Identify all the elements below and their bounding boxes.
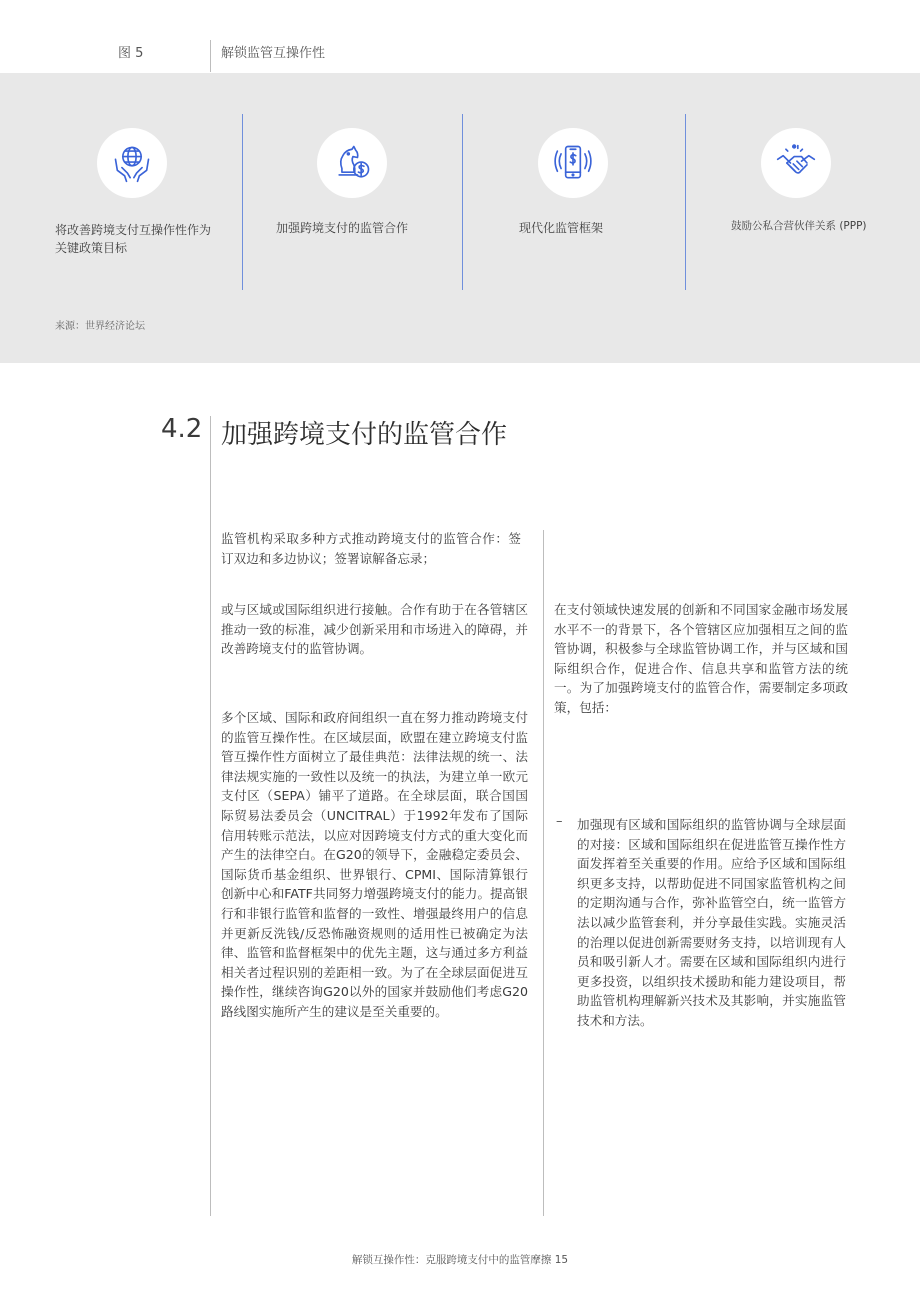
section-title: 加强跨境支付的监管合作: [221, 420, 508, 450]
column-divider: [462, 114, 463, 290]
column-divider: [685, 114, 686, 290]
section-divider: [210, 416, 211, 536]
body-paragraph: 在支付领域快速发展的创新和不同国家金融市场发展水平不一的背景下，各个管辖区应加强相互之间的监管协调，积极参与全球监管协调工作，并与区域和国际组织合作，促进合作、信息共享和监管方法的统一。为了加强跨境支付的监管合作，需要制定多项政策，包括：: [554, 602, 848, 715]
smartphone-dollar-icon: [538, 128, 608, 198]
column-label: 现代化监管框架: [519, 221, 604, 235]
figure-panel: [0, 73, 920, 363]
column-label: 鼓励公私合营伙伴关系 (PPP): [731, 220, 867, 232]
figure-source: 来源：世界经济论坛: [55, 321, 145, 332]
globe-hands-icon: [97, 128, 167, 198]
figure-title: 解锁监管互操作性: [221, 46, 326, 61]
handshake-icon: [761, 128, 831, 198]
bullet-item: 加强现有区域和国际组织的监管协调与全球层面的对接：区域和国际组织在促进监管互操作性方面发挥着至关重要的作用。应给予区域和国际组织更多支持，以帮助促进不同国家监管机构之间的定期沟通与合作，弥补监管空白，统一监管方法以减少监管套利，并分享最佳实践。实施灵活的治理以促进创新需要财务支持，以培训现有人员和吸引新人才。需要在区域和国际组织内进行更多投资，以组织技术援助和能力建设项目，帮助监管机构理解新兴技术及其影响，并实施监管技术和方法。: [577, 817, 846, 1028]
column-rule: [210, 530, 211, 1216]
section-number: 4.2: [161, 414, 203, 444]
column-rule: [543, 530, 544, 1216]
chess-knight-dollar-icon: [317, 128, 387, 198]
column-label: 将改善跨境支付互操作性作为关键政策目标: [55, 223, 212, 255]
body-paragraph: 监管机构采取多种方式推动跨境支付的监管合作：签订双边和多边协议；签署谅解备忘录；: [221, 531, 521, 566]
page-footer: 解锁互操作性：克服跨境支付中的监管摩擦 15: [351, 1254, 569, 1266]
column-divider: [242, 114, 243, 290]
figure-header-divider: [210, 40, 211, 72]
figure-label: 图 5: [118, 46, 144, 61]
body-paragraph: 或与区域或国际组织进行接触。合作有助于在各管辖区推动一致的标准，减少创新采用和市场进入的障碍，并改善跨境支付的监管协调。: [221, 602, 528, 657]
bullet-marker: –: [556, 814, 563, 829]
column-label: 加强跨境支付的监管合作: [276, 221, 409, 235]
body-paragraph: 多个区域、国际和政府间组织一直在努力推动跨境支付的监管互操作性。在区域层面，欧盟在建立跨境支付监管互操作性方面树立了最佳典范：法律法规的统一、法律法规实施的一致性以及统一的执法，为建立单一欧元支付区（SEPA）铺平了道路。在全球层面，联合国国际贸易法委员会（UNCITRAL）于1992年发布了国际信用转账示范法，以应对因跨境支付方式的重大变化而产生的法律空白。在G20的领导下，金融稳定委员会、国际货币基金组织、世界银行、CPMI、国际清算银行创新中心和FATF共同努力增强跨境支付的能力。提高银行和非银行监管和监督的一致性、增强最终用户的信息并更新反洗钱/反恐怖融资规则的适用性已被确定为法律、监管和监督框架中的优先主题，这与通过多方利益相关者过程识别的差距相一致。为了在全球层面促进互操作性，继续咨询G20以外的国家并鼓励他们考虑G20路线图实施所产生的建议是至关重要的。: [221, 710, 528, 1019]
